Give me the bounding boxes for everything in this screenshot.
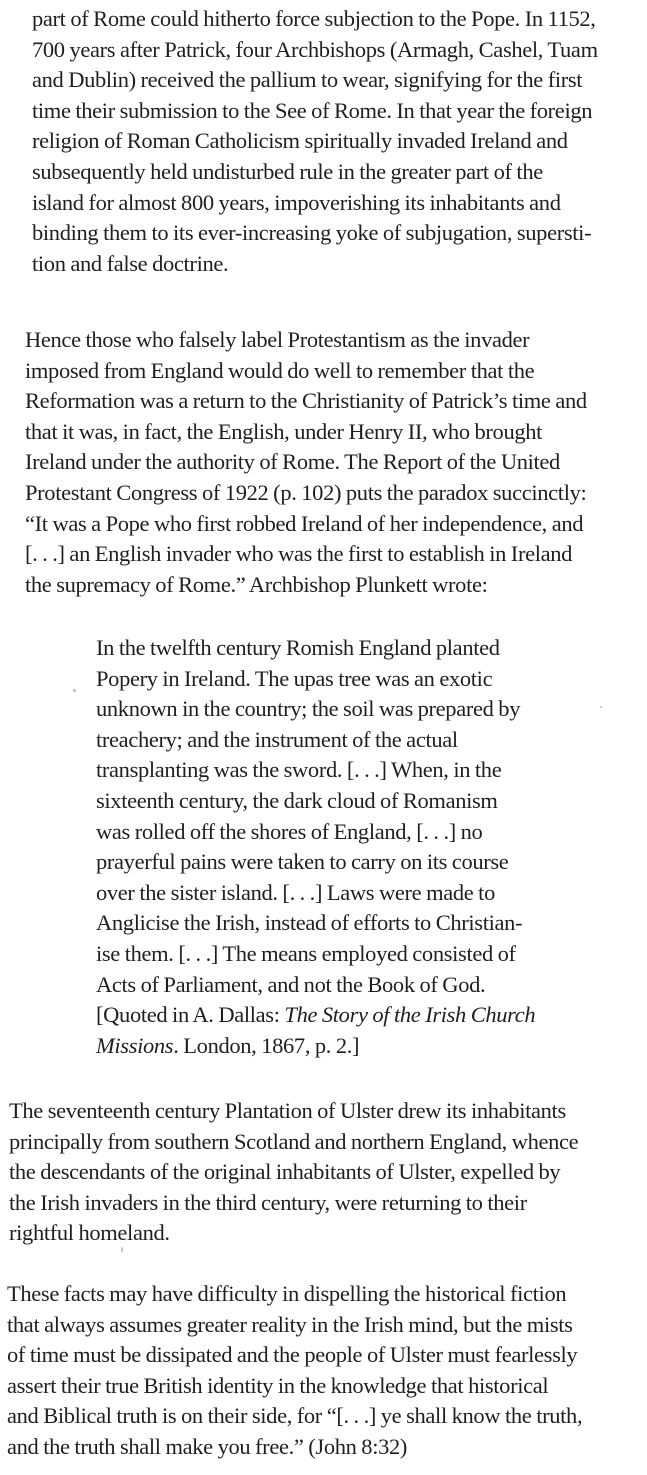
text-line: Hence those who falsely label Protestantism as the invader <box>25 327 530 352</box>
text-line: rightful homeland. <box>9 1220 170 1246</box>
text-line: religion of Roman Catholicism spiritually invaded Ireland and <box>32 128 568 154</box>
scan-speck <box>121 1247 123 1252</box>
text-line: 700 years after Patrick, four Archbishops (Armagh, Cashel, Tuam <box>32 36 598 62</box>
scan-speck <box>600 706 602 708</box>
text-line: These facts may have difficulty in dispelling the historical fiction <box>7 1281 567 1306</box>
quote-line: Acts of Parliament, and not the Book of God. <box>96 971 486 997</box>
citation-suffix: . London, 1867, p. 2.] <box>173 1032 360 1058</box>
quote-line: was rolled off the shores of England, [. . .] no <box>96 818 483 844</box>
text-line: the descendants of the original inhabitants of Ulster, expelled by <box>9 1159 561 1185</box>
text-line: imposed from England would do well to remember that the <box>25 357 535 383</box>
text-line: Reformation was a return to the Christianity of Patrick’s time and <box>25 388 587 414</box>
scan-speck <box>73 689 76 692</box>
text-line: binding them to its ever-increasing yoke of subjugation, supersti- <box>32 220 592 246</box>
text-line: that always assumes greater reality in the Irish mind, but the mists <box>7 1311 573 1337</box>
text-line: of time must be dissipated and the people of Ulster must fearlessly <box>7 1342 578 1368</box>
text-line: assert their true British identity in the knowledge that historical <box>7 1372 549 1398</box>
quote-line: In the twelfth century Romish England planted <box>96 635 500 660</box>
text-line: the Irish invaders in the third century, were returning to their <box>9 1189 527 1215</box>
quote-line: unknown in the country; the soil was prepared by <box>96 696 521 722</box>
quote-line: treachery; and the instrument of the actual <box>96 726 458 752</box>
text-line: time their submission to the See of Rome. In that year the foreign <box>32 97 593 123</box>
text-line: that it was, in fact, the English, under Henry II, who brought <box>25 418 543 444</box>
text-line: subsequently held undisturbed rule in the greater part of the <box>32 158 543 184</box>
paragraph-plantation <box>9 1096 578 1249</box>
text-line: Protestant Congress of 1922 (p. 102) puts the paradox succinctly: <box>25 479 587 505</box>
text-line: principally from southern Scotland and northern England, whence <box>9 1128 579 1154</box>
block-quote-plunkett <box>96 633 535 1061</box>
text-line: and Dublin) received the pallium to wear, signifying for the first <box>32 67 583 93</box>
quote-line: prayerful pains were taken to carry on its course <box>96 849 509 875</box>
citation-title: The Story of the Irish Church <box>284 1002 536 1028</box>
text-line: the supremacy of Rome.” Archbishop Plunkett wrote: <box>25 571 488 597</box>
text-line: and the truth shall make you free.” (John 8:32) <box>7 1433 408 1459</box>
quote-line: transplanting was the sword. [. . .] When, in the <box>96 757 502 783</box>
paragraph-reformation <box>25 325 587 600</box>
quote-line: Popery in Ireland. The upas tree was an exotic <box>96 665 493 691</box>
citation-prefix: [Quoted in A. Dallas: <box>96 1002 285 1028</box>
text-line: [. . .] an English invader who was the first to establish in Ireland <box>25 541 573 567</box>
text-line: island for almost 800 years, impoverishing its inhabitants and <box>32 189 561 215</box>
text-line: The seventeenth century Plantation of Ulster drew its inhabitants <box>9 1098 566 1123</box>
text-line: Ireland under the authority of Rome. The Report of the United <box>25 449 560 475</box>
quote-line: Anglicise the Irish, instead of efforts to Christian- <box>96 910 523 936</box>
citation-line <box>96 1000 535 1031</box>
quote-line: ise them. [. . .] The means employed consisted of <box>96 940 516 966</box>
citation-line <box>96 1031 535 1062</box>
quote-line: over the sister island. [. . .] Laws were made to <box>96 879 495 905</box>
text-line: and Biblical truth is on their side, for “[. . .] ye shall know the truth, <box>7 1403 583 1429</box>
text-line: tion and false doctrine. <box>32 250 229 276</box>
citation-title: Missions <box>96 1032 174 1058</box>
paragraph-pallium <box>32 4 598 279</box>
text-line: “It was a Pope who first robbed Ireland of her independence, and <box>25 510 584 536</box>
paragraph-conclusion <box>7 1279 582 1463</box>
quote-line: sixteenth century, the dark cloud of Romanism <box>96 787 498 813</box>
text-line: part of Rome could hitherto force subjection to the Pope. In 1152, <box>32 6 596 31</box>
